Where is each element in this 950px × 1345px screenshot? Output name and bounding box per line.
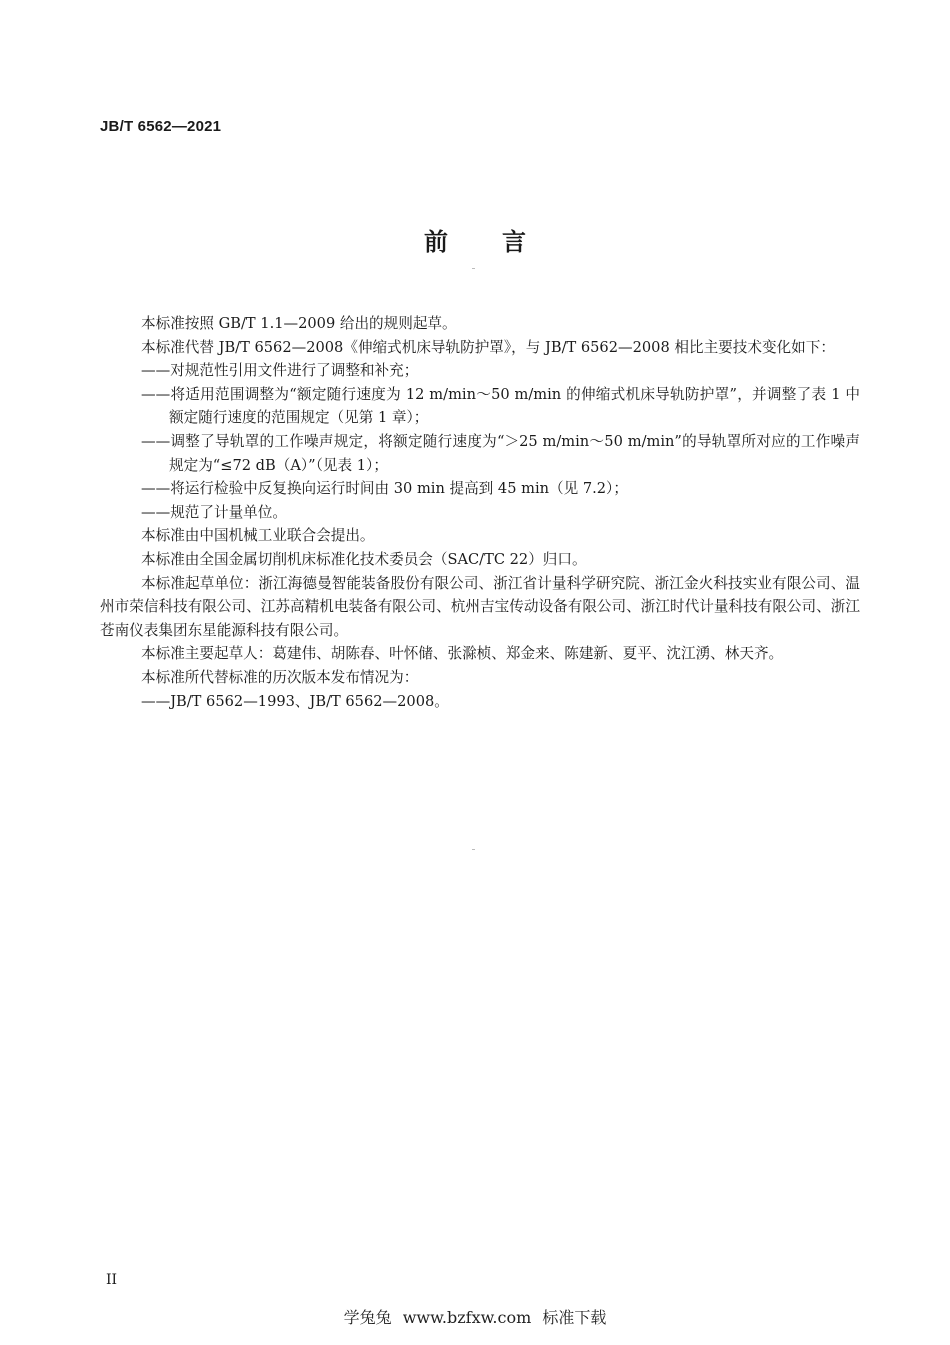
- paragraph-proposer: 本标准由中国机械工业联合会提出。: [141, 527, 375, 545]
- change-item: ——将运行检验中反复换向运行时间由 30 min 提高到 45 min（见 7.2）；: [141, 480, 628, 498]
- paragraph-history: ——JB/T 6562—1993、JB/T 6562—2008。: [141, 692, 449, 710]
- change-item: ——对规范性引用文件进行了调整和补充；: [141, 362, 419, 380]
- page-number: II: [106, 1272, 118, 1288]
- paragraph-drafters: 本标准主要起草人：葛建伟、胡陈春、叶怀储、张滁桢、郑金来、陈建新、夏平、沈江湧、林天齐。: [141, 645, 784, 663]
- paragraph-history-intro: 本标准所代替标准的历次版本发布情况为：: [141, 668, 419, 686]
- paragraph-committee: 本标准由全国金属切削机床标准化技术委员会（SAC/TC 22）归口。: [141, 550, 587, 568]
- paragraph-drafting-units: 本标准起草单位：浙江海德曼智能装备股份有限公司、浙江省计量科学研究院、浙江金火科技实业有限公司、温州市荣信科技有限公司、江苏高精机电装备有限公司、杭州吉宝传动设备有限公司、浙江时代计量科技有限公司、浙江苍南仪表集团东星能源科技有限公司。: [100, 574, 860, 639]
- change-item: ——调整了导轨罩的工作噪声规定，将额定随行速度为“＞25 m/min～50 m/min”的导轨罩所对应的工作噪声规定为“≤72 dB（A）”（见表 1）；: [141, 432, 860, 474]
- footer-watermark: 学兔兔 www.bzfxw.com 标准下载: [343, 1308, 607, 1327]
- change-item: ——将适用范围调整为“额定随行速度为 12 m/min～50 m/min 的伸缩式机床导轨防护罩”，并调整了表 1 中额定随行速度的范围规定（见第 1 章）；: [141, 385, 860, 427]
- paragraph-drafting-rules: 本标准按照 GB/T 1.1—2009 给出的规则起草。: [141, 315, 457, 332]
- standard-code: JB/T 6562—2021: [100, 118, 222, 135]
- paragraph-replacement: 本标准代替 JB/T 6562—2008《伸缩式机床导轨防护罩》，与 JB/T 6562—2008 相比主要技术变化如下：: [141, 338, 835, 356]
- scan-speck: [472, 268, 475, 269]
- scan-speck: [472, 849, 475, 850]
- page-title: 前言: [424, 228, 580, 256]
- change-item: ——规范了计量单位。: [141, 503, 287, 521]
- foreword-body: [100, 312, 860, 713]
